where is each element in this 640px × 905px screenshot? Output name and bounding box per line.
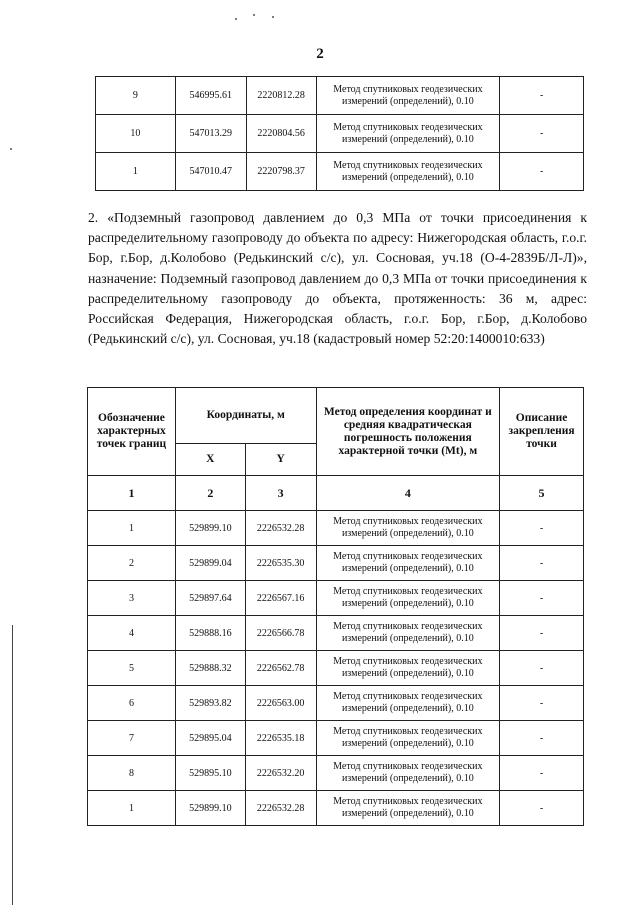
table-row [88, 686, 584, 721]
table-row [88, 756, 584, 791]
table-row [96, 153, 584, 191]
point-number-cell: 3 [88, 581, 176, 616]
method-cell: Метод спутниковых геодезических измерений (определений), 0.10 [316, 756, 499, 791]
table-body [96, 77, 584, 191]
column-index-row [88, 476, 584, 511]
point-number-cell: 4 [88, 616, 176, 651]
y-coordinate-cell: 2226532.28 [245, 791, 316, 826]
method-cell: Метод спутниковых геодезических измерений (определений), 0.10 [316, 616, 499, 651]
coordinates-table-top [95, 76, 584, 191]
description-cell: - [500, 77, 584, 115]
y-coordinate-cell: 2226535.18 [245, 721, 316, 756]
y-coordinate-cell: 2226532.20 [245, 756, 316, 791]
method-cell: Метод спутниковых геодезических измерений (определений), 0.10 [316, 581, 499, 616]
y-coordinate-cell: 2226532.28 [245, 511, 316, 546]
x-coordinate-cell: 529893.82 [175, 686, 245, 721]
y-coordinate-cell: 2226563.00 [245, 686, 316, 721]
header-coordinates: Координаты, м [175, 388, 316, 444]
table-row [88, 721, 584, 756]
scan-speck [272, 16, 274, 18]
coordinates-table-main [87, 387, 584, 826]
header-x: X [175, 444, 245, 476]
method-cell: Метод спутниковых геодезических измерений (определений), 0.10 [316, 115, 500, 153]
header-method: Метод определения координат и средняя квадратическая погрешность положения характерной точки (Mt), м [316, 388, 499, 476]
point-number-cell: 7 [88, 721, 176, 756]
scan-speck [10, 148, 12, 150]
point-number-cell: 5 [88, 651, 176, 686]
method-cell: Метод спутниковых геодезических измерений (определений), 0.10 [316, 686, 499, 721]
x-coordinate-cell: 529888.16 [175, 616, 245, 651]
point-number-cell: 9 [96, 77, 176, 115]
table-row [96, 77, 584, 115]
method-cell: Метод спутниковых геодезических измерений (определений), 0.10 [316, 511, 499, 546]
method-cell: Метод спутниковых геодезических измерений (определений), 0.10 [316, 651, 499, 686]
point-number-cell: 6 [88, 686, 176, 721]
scan-speck [253, 14, 255, 16]
point-number-cell: 1 [88, 511, 176, 546]
scan-speck [235, 18, 237, 20]
x-coordinate-cell: 529899.04 [175, 546, 245, 581]
x-coordinate-cell: 529888.32 [175, 651, 245, 686]
description-cell: - [500, 756, 584, 791]
description-cell: - [500, 686, 584, 721]
description-cell: - [500, 546, 584, 581]
description-cell: - [500, 616, 584, 651]
y-coordinate-cell: 2220798.37 [246, 153, 316, 191]
description-cell: - [500, 721, 584, 756]
point-number-cell: 2 [88, 546, 176, 581]
header-y: Y [245, 444, 316, 476]
method-cell: Метод спутниковых геодезических измерений (определений), 0.10 [316, 546, 499, 581]
table-row [88, 651, 584, 686]
y-coordinate-cell: 2226566.78 [245, 616, 316, 651]
column-index: 2 [175, 476, 245, 511]
method-cell: Метод спутниковых геодезических измерений (определений), 0.10 [316, 721, 499, 756]
method-cell: Метод спутниковых геодезических измерений (определений), 0.10 [316, 77, 500, 115]
x-coordinate-cell: 547013.29 [175, 115, 246, 153]
table-row [88, 581, 584, 616]
table-row [88, 616, 584, 651]
column-index: 4 [316, 476, 499, 511]
y-coordinate-cell: 2226562.78 [245, 651, 316, 686]
x-coordinate-cell: 529895.10 [175, 756, 245, 791]
column-index: 1 [88, 476, 176, 511]
method-cell: Метод спутниковых геодезических измерений (определений), 0.10 [316, 153, 500, 191]
description-cell: - [500, 651, 584, 686]
x-coordinate-cell: 529895.04 [175, 721, 245, 756]
y-coordinate-cell: 2220812.28 [246, 77, 316, 115]
x-coordinate-cell: 546995.61 [175, 77, 246, 115]
point-number-cell: 1 [88, 791, 176, 826]
column-index: 5 [500, 476, 584, 511]
scan-edge-line [12, 625, 13, 905]
x-coordinate-cell: 529899.10 [175, 791, 245, 826]
description-cell: - [500, 791, 584, 826]
x-coordinate-cell: 529897.64 [175, 581, 245, 616]
page-number: 2 [316, 46, 324, 62]
table-row [88, 511, 584, 546]
y-coordinate-cell: 2226567.16 [245, 581, 316, 616]
column-index: 3 [245, 476, 316, 511]
point-number-cell: 10 [96, 115, 176, 153]
x-coordinate-cell: 547010.47 [175, 153, 246, 191]
y-coordinate-cell: 2220804.56 [246, 115, 316, 153]
header-description: Описание закрепления точки [500, 388, 584, 476]
table-row [88, 791, 584, 826]
description-cell: - [500, 581, 584, 616]
object-description-paragraph: 2. «Подземный газопровод давлением до 0,3 МПа от точки присоединения к распределительному газопроводу до объекта по адресу: Нижегородская область, г.о.г. Бор, г.Бор, д.Колобово (Редькинский с/с), ул. Сосновая, уч.18 (О-4-2839Б/Л-Л)», назначение: Подземный газопровод давлением до 0,3 МПа от точки присоединения к распределительному газопроводу до объекта, протяженность: 36 м, адрес: Российская Федерация, Нижегородская область, г.о.г. Бор, г.Бор, д.Колобово (Редькинский с/с), ул. Сосновая, уч.18 (кадастровый номер 52:20:1400010:633) [88, 210, 587, 347]
description-cell: - [500, 153, 584, 191]
table-body [88, 511, 584, 826]
y-coordinate-cell: 2226535.30 [245, 546, 316, 581]
method-cell: Метод спутниковых геодезических измерений (определений), 0.10 [316, 791, 499, 826]
table-row [96, 115, 584, 153]
point-number-cell: 8 [88, 756, 176, 791]
x-coordinate-cell: 529899.10 [175, 511, 245, 546]
description-cell: - [500, 115, 584, 153]
header-designation: Обозначение характерных точек границ [88, 388, 176, 476]
table-row [88, 546, 584, 581]
point-number-cell: 1 [96, 153, 176, 191]
description-cell: - [500, 511, 584, 546]
